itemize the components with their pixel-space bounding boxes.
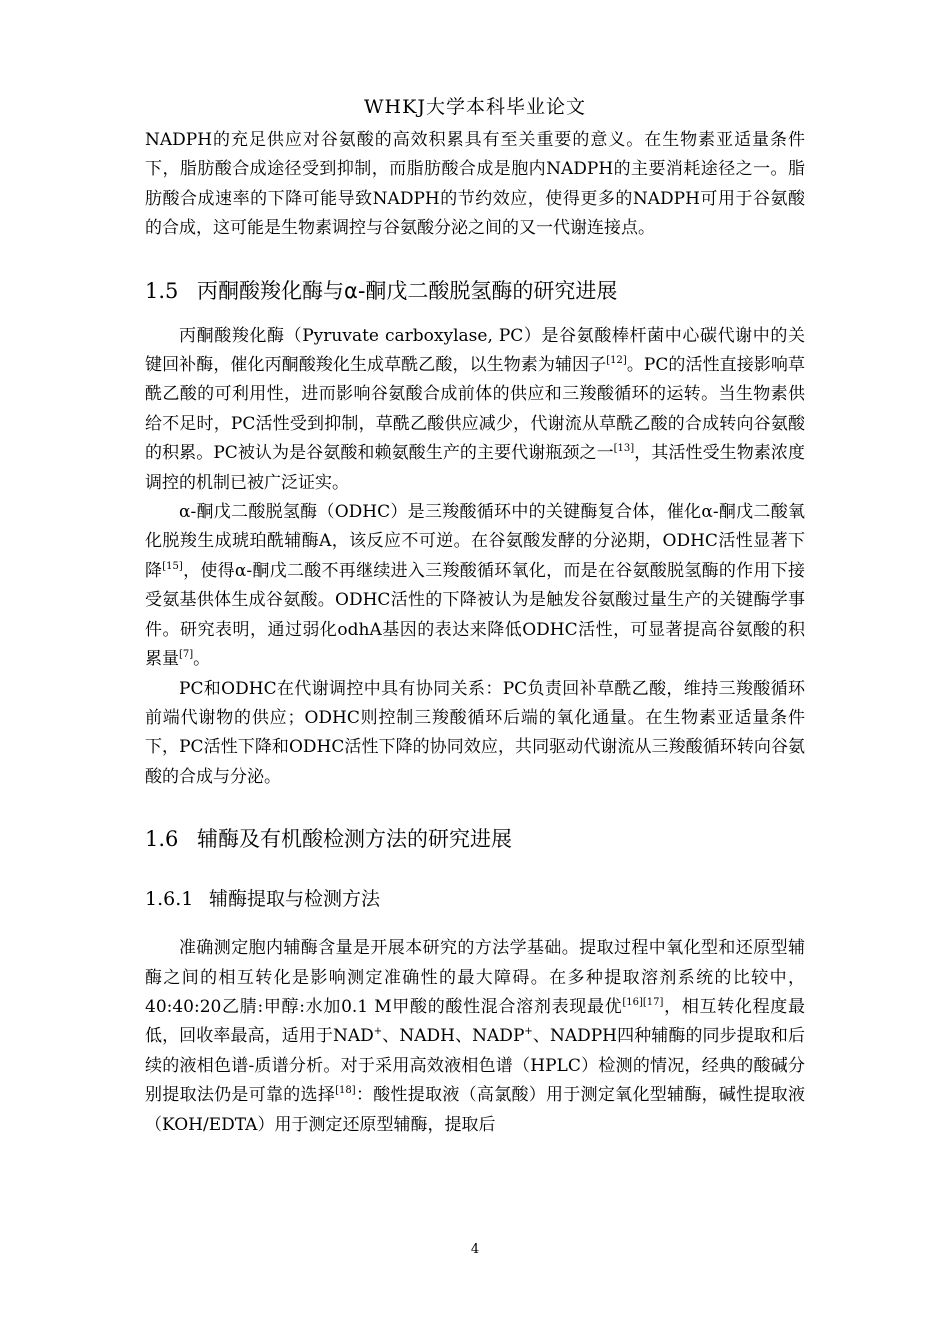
citation: [12] [606, 355, 627, 367]
running-header: WHKJ大学本科毕业论文 [364, 96, 586, 118]
section-heading-1-5 [145, 276, 805, 306]
subsection-heading-1-6-1 [145, 885, 805, 913]
section-title: 辅酶及有机酸检测方法的研究进展 [197, 827, 512, 852]
paragraph: PC和ODHC在代谢调控中具有协同关系：PC负责回补草酰乙酸，维持三羧酸循环前端代谢物的供应；ODHC则控制三羧酸循环后端的氧化通量。在生物素亚适量条件下，PC活性下降和ODHC活性下降的协同效应，共同驱动代谢流从三羧酸循环转向谷氨酸的合成与分泌。 [145, 678, 805, 787]
paragraph: α-酮戊二酸脱氢酶（ODHC）是三羧酸循环中的关键酶复合体，催化α-酮戊二酸氧化脱羧生成琥珀酰辅酶A，该反应不可逆。在谷氨酸发酵的分泌期，ODHC活性显著下降[15]，使得α-酮戊二酸不再继续进入三羧酸循环氧化，而是在谷氨酸脱氢酶的作用下接受氨基供体生成谷氨酸。ODHC活性的下降被认为是触发谷氨酸过量生产的关键酶学事件。研究表明，通过弱化odhA基因的表达来降低ODHC活性，可显著提高谷氨酸的积累量[7]。 [145, 502, 805, 670]
citation: [15] [162, 560, 183, 572]
paragraph: 丙酮酸羧化酶（Pyruvate carboxylase, PC）是谷氨酸棒杆菌中心碳代谢中的关键回补酶，催化丙酮酸羧化生成草酰乙酸，以生物素为辅因子[12]。PC的活性直接影响草酰乙酸的可利用性，进而影响谷氨酸合成前体的供应和三羧酸循环的运转。当生物素供给不足时，PC活性受到抑制，草酰乙酸供应减少，代谢流从草酰乙酸的合成转向谷氨酸的积累。PC被认为是谷氨酸和赖氨酸生产的主要代谢瓶颈之一[13]，其活性受生物素浓度调控的机制已被广泛证实。 [145, 325, 806, 493]
section-title: 辅酶提取与检测方法 [209, 888, 381, 911]
citation: [18] [335, 1085, 356, 1097]
section-number: 1.5 [145, 278, 179, 303]
superscript-plus: + [373, 1026, 383, 1038]
paragraph: NADPH的充足供应对谷氨酸的高效积累具有至关重要的意义。在生物素亚适量条件下，脂肪酸合成途径受到抑制，而脂肪酸合成是胞内NADPH的主要消耗途径之一。脂肪酸合成速率的下降可能导致NADPH的节约效应，使得更多的NADPH可用于谷氨酸的合成，这可能是生物素调控与谷氨酸分泌之间的又一代谢连接点。 [145, 130, 805, 239]
section-number: 1.6 [145, 827, 179, 852]
page-number: 4 [470, 1242, 480, 1257]
superscript-plus: + [524, 1026, 533, 1038]
section-heading-1-6 [145, 824, 805, 854]
section-number: 1.6.1 [145, 888, 194, 911]
citation: [17] [642, 996, 664, 1008]
paragraph: 准确测定胞内辅酶含量是开展本研究的方法学基础。提取过程中氧化型和还原型辅酶之间的相互转化是影响测定准确性的最大障碍。在多种提取溶剂系统的比较中，40:40:20乙腈:甲醇:水加0.1 M甲酸的酸性混合溶剂表现最优[16][17]，相互转化程度最低，回收率最高，适用于NAD+、NADH、NADP+、NADPH四种辅酶的同步提取和后续的液相色谱-质谱分析。对于采用高效液相色谱（HPLC）检测的情况，经典的酸碱分别提取法仍是可靠的选择[18]：酸性提取液（高氯酸）用于测定氧化型辅酶，碱性提取液（KOH/EDTA）用于测定还原型辅酶，提取后 [145, 938, 806, 1135]
section-title: 丙酮酸羧化酶与α-酮戊二酸脱氢酶的研究进展 [197, 278, 618, 303]
citation: [13] [613, 443, 635, 455]
page-body [145, 126, 805, 1140]
citation: [16] [622, 996, 643, 1008]
citation: [7] [179, 649, 194, 661]
